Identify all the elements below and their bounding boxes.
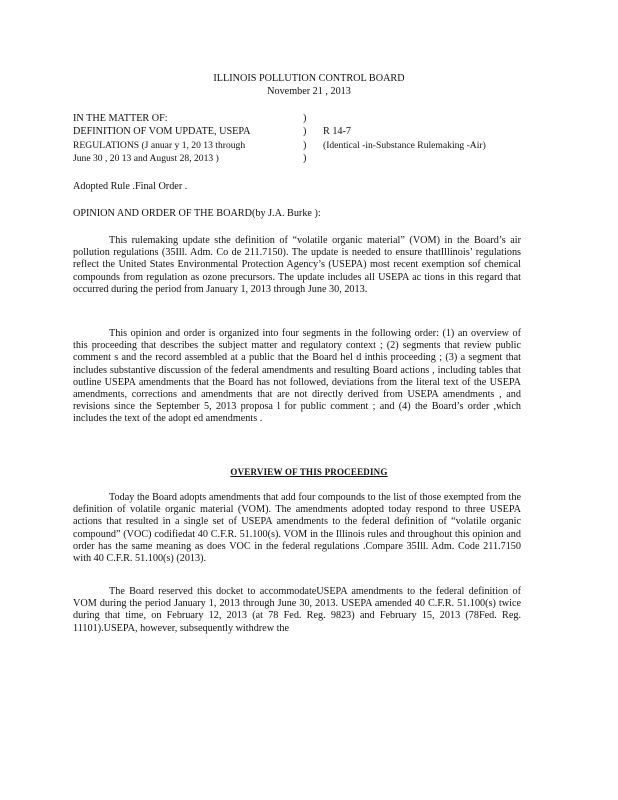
opinion-heading: OPINION AND ORDER OF THE BOARD(by J.A. Burke ): [73,208,321,219]
paragraph [73,328,521,426]
board-name: ILLINOIS POLLUTION CONTROL BOARD [213,73,405,84]
paragraph-text: The Board reserved this docket to accommodateUSEPA amendments to the federal definition of VOM during the period January 1, 2013 through June 30, 2013. USEPA amended 40 C.F.R. 51.100(s) twice during that time, on February 12, 2013 (at 78 Fed. Reg. 9823) and February 15, 2013 (78Fed. Reg. 11101).USEPA, however, subsequently withdrew the [73,586,521,634]
paragraph [73,492,521,565]
document-date: November 21 , 2013 [267,86,351,97]
overview-heading: OVERVIEW OF THIS PROCEEDING [230,467,388,477]
caption-line: June 30 , 20 13 and August 28, 2013 ) [73,153,219,164]
caption-line: REGULATIONS (J anuar y 1, 20 13 through [73,140,246,151]
docket-description: (Identical -in-Substance Rulemaking -Air) [323,140,486,151]
caption-line: DEFINITION OF VOM UPDATE, USEPA [73,126,251,137]
adopted-rule-line: Adopted Rule .Final Order . [73,181,188,192]
caption-paren: ) [303,113,307,124]
paragraph [73,235,521,296]
caption-paren: ) [303,140,307,151]
paragraph [73,586,521,635]
caption-line: IN THE MATTER OF: [73,113,168,124]
paragraph-text: This rulemaking update sthe definition of “volatile organic material” (VOM) in the Board’s air pollution regulations (35Ill. Adm. Co de 211.7150). The update is needed to ensure thatIllinois’ regulations reflect the United States Environmental Protection Agency’s (USEPA) most recent exemption sof chemical compounds from regulation as ozone precursors. The update includes all USEPA ac tions in this regard that occurred during the period from January 1, 2013 through June 30, 2013. [73,235,521,295]
section-heading [0,466,618,479]
paragraph-text: Today the Board adopts amendments that add four compounds to the list of those exempted from the definition of volatile organic material (VOM). The amendments adopted today respond to three USEPA actions that resulted in a single set of USEPA amendments to the federal definition of “volatile organic compound” (VOC) codifiedat 40 C.F.R. 51.100(s). VOM in the Illinois rules and throughout this opinion and order has the same meaning as does VOC in the federal regulations .Compare 35Ill. Adm. Code 211.7150 with 40 C.F.R. 51.100(s) (2013). [73,492,521,565]
caption-paren: ) [303,126,307,137]
docket-number: R 14-7 [323,126,352,137]
paragraph-text: This opinion and order is organized into four segments in the following order: (1) an overview of this proceeding that describes the subject matter and regulatory context ; (2) segments that review public comment s and the record assembled at a public that the Board hel d inthis proceeding ; (3) a segment that includes substantive discussion of the federal amendments and resulting Board actions , including tables that outline USEPA amendments that the Board has not followed, deviations from the literal text of the USEPA amendments, corrections and amendments that are not directly derived from USEPA amendments , and revisions since the September 5, 2013 proposa l for public comment ; and (4) the Board’s order ,which includes the text of the adopt ed amendments . [73,328,521,425]
caption-paren: ) [303,153,307,164]
